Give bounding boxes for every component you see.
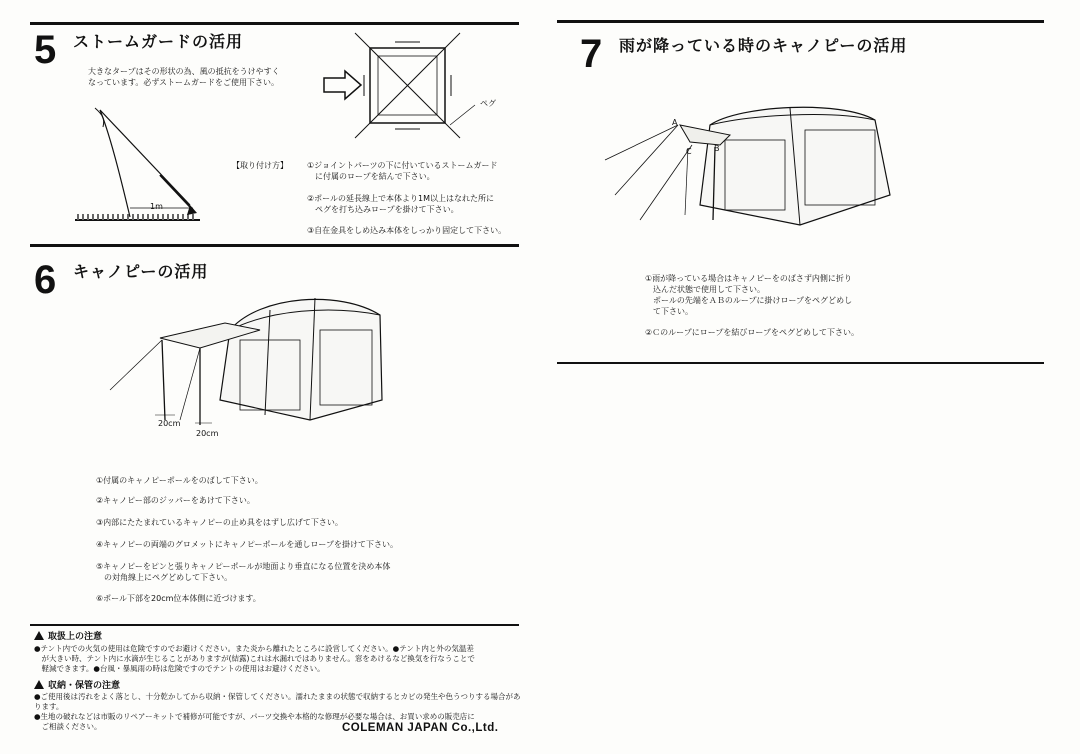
warning-icon [34,680,44,689]
label-b: B [714,144,720,153]
handling-notice-text: ●テント内での火気の使用は危険ですのでお避けください。また炎から離れたところに設営してください。●テント内と外の気温差 が大きい時、テント内に水滴が生じることがありますが(結露)これは水漏れではありません。窓をあけるなど換気を行なうことで 軽減できます。●台風・暴風雨の時は危険ですのでテントの使用はお避けください。 [34,644,475,673]
company-name: COLEMAN JAPAN Co.,Ltd. [342,722,499,734]
section6-step-6: ⑥ポール下部を20cm位本体側に近づけます。 [96,594,261,603]
section5-top-rule [30,22,519,25]
distance-label: 1m [150,202,163,211]
section7-step-2: ②Ｃのループにロープを結びロープをペグどめして下さい。 [645,328,860,337]
section6-number: 6 [34,258,57,302]
section5-intro: 大きなタープはその形状の為、風の抵抗をうけやすく なっています。必ずストームガードをご使用下さい。 [88,67,280,87]
storage-notice-text: ●ご使用後は汚れをよく落とし、十分乾かしてから収納・保管してください。濡れたままの状態で収納するとカビの発生や色うつりする場合があります。 ●生地の破れなどは市販のリペアーキットで補修が可能ですが、パーツ交換や本格的な修理が必要な場合は、お買い求めの販売店に ご相談ください。 [34,692,521,731]
section6-step-3: ③内部にたたまれているキャノピーの止め具をはずし広げて下さい。 [96,518,343,527]
dimension-label-b: 20cm [196,429,219,438]
label-a: A [672,118,678,127]
rain-canopy-tent-diagram [600,100,910,240]
section5-step-1: ①ジョイントパーツの下に付いているストームガード に付属のロープを結んで下さい。 [307,161,498,181]
section6-step-1: ①付属のキャノピーポールをのばして下さい。 [96,476,263,485]
warning-icon [34,631,44,640]
section7-number: 7 [580,32,603,76]
section6-step-5: ⑤キャノピーをピンと張りキャノピーポールが地面より垂直になる位置を決め本体 の対角線上にペグどめして下さい。 [96,562,391,582]
section7-top-rule [557,20,1044,23]
storm-guard-side-diagram [75,105,205,225]
peg-label: ペグ [480,99,496,108]
section5-title: ストームガードの活用 [73,32,244,51]
section7-bottom-rule [557,362,1044,364]
label-c: C [686,147,692,156]
install-label: 【取り付け方】 [232,161,288,170]
section5-step-3: ③自在金具をしめ込み本体をしっかり固定して下さい。 [307,226,507,235]
canopy-tent-diagram [150,290,400,440]
handling-notice-title: 取扱上の注意 [34,631,102,643]
section7-step-1: ①雨が降っている場合はキャノピーをのばさず内側に折り 込んだ状態で使用して下さい。 ポールの先端をＡＢのループに掛けロープをペグどめし て下さい。 [645,274,853,316]
dimension-label-a: 20cm [158,419,181,428]
section7-title: 雨が降っている時のキャノピーの活用 [619,36,908,55]
section6-title: キャノピーの活用 [73,262,209,281]
storm-guard-top-diagram [350,30,470,140]
section5-number: 5 [34,28,57,72]
notices-top-rule [30,624,519,626]
section6-step-4: ④キャノピーの両端のグロメットにキャノピーポールを通しロープを掛けて下さい。 [96,540,398,549]
storage-notice-title: 収納・保管の注意 [34,680,120,692]
section6-step-2: ②キャノピー部のジッパーをあけて下さい。 [96,496,255,505]
section6-top-rule [30,244,519,247]
section5-step-2: ②ポールの延長線上で本体より1M以上はなれた所に ペグを打ち込みロープを掛けて下さい。 [307,194,495,214]
